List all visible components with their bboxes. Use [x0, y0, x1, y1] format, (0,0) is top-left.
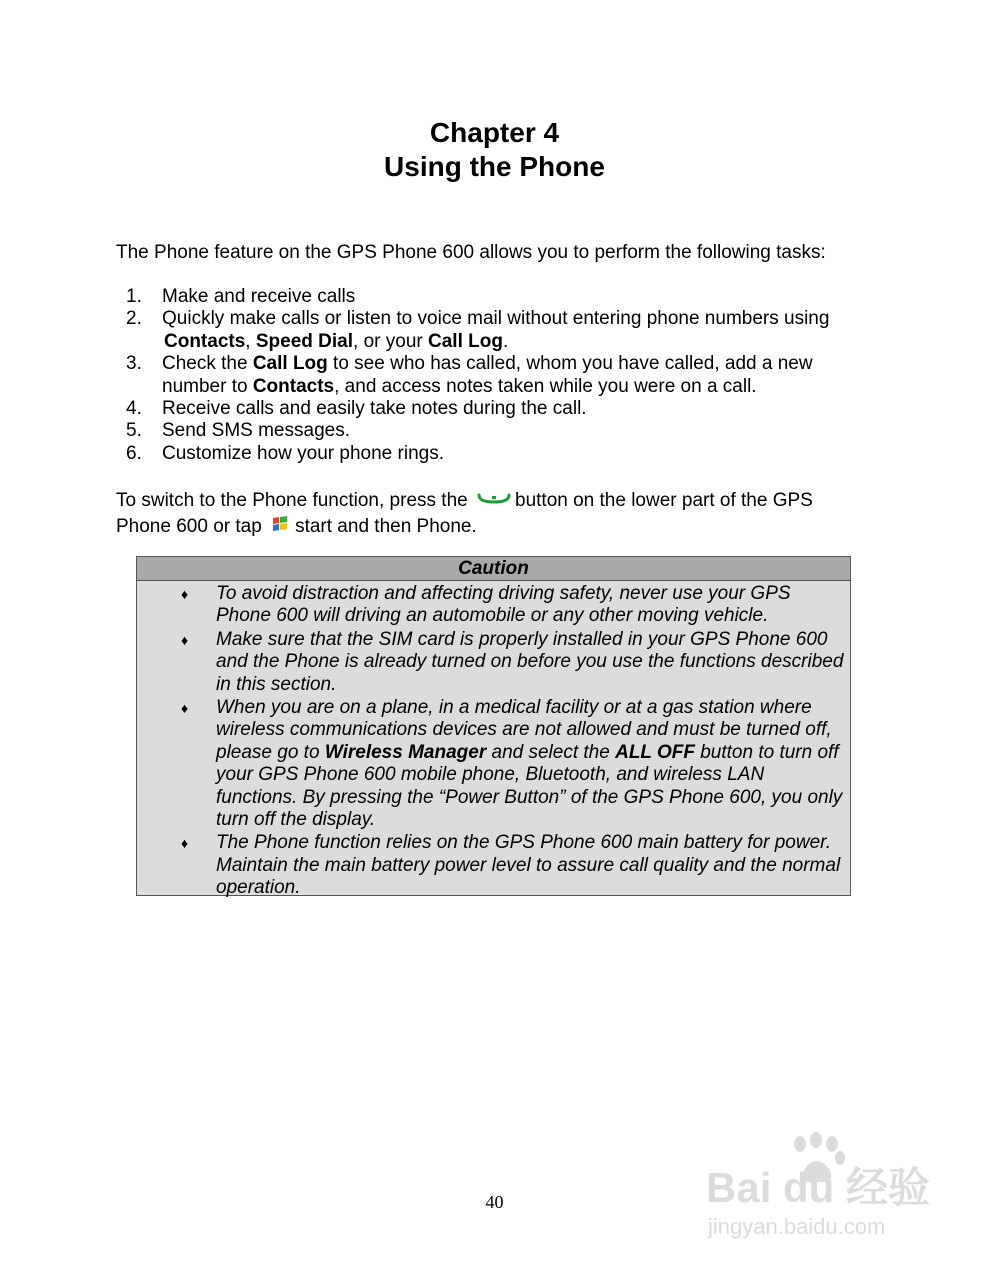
list-number: 3. [126, 353, 142, 375]
baidu-watermark [700, 1130, 940, 1250]
list-item: ♦ When you are on a plane, in a medical facility or at a gas station where wireless communications devices are not allowed and must be turned off, please go to Wireless Manager and select the ALL OFF button to turn off your GPS Phone 600 mobile phone, Bluetooth, and wireless LAN functions. By pressing the “Power Button” of the GPS Phone 600, you only turn off the display. [181, 697, 843, 831]
caution-title: Caution [137, 557, 850, 581]
diamond-bullet-icon: ♦ [181, 700, 189, 717]
list-item: ♦ The Phone function relies on the GPS Phone 600 main battery for power. Maintain the main battery power level to assure call quality and the normal operation. [181, 832, 841, 899]
chapter-title: Using the Phone [384, 151, 605, 182]
switch-paragraph: To switch to the Phone function, press the button on the lower part of the GPS Phone 600 or tap start and then Phone. [116, 487, 856, 540]
chapter-number: Chapter 4 [429, 117, 560, 148]
task-list [116, 286, 856, 465]
list-item: ♦ Make sure that the SIM card is properly installed in your GPS Phone 600 and the Phone is already turned on before you use the functions described in this section. [181, 628, 844, 695]
watermark-logo-text: Bai du 经验 [706, 1164, 931, 1211]
caution-box [136, 556, 851, 899]
list-item: 5. Send SMS messages. [126, 420, 350, 442]
diamond-bullet-icon: ♦ [181, 631, 189, 648]
caution-list [137, 581, 850, 900]
watermark-url: jingyan.baidu.com [708, 1214, 886, 1239]
list-item: 1. Make and receive calls [126, 286, 356, 307]
list-item: 4. Receive calls and easily take notes during the call. [126, 398, 587, 420]
page-number: 40 [485, 1192, 504, 1212]
list-number: 4. [126, 398, 142, 420]
list-item: ♦ To avoid distraction and affecting driving safety, never use your GPS Phone 600 will driving an automobile or any other moving vehicle. [181, 583, 791, 627]
intro-paragraph: The Phone feature on the GPS Phone 600 allows you to perform the following tasks: [116, 242, 826, 263]
diamond-bullet-icon: ♦ [181, 586, 189, 602]
phone-call-button-icon [477, 487, 511, 511]
list-number: 6. [126, 442, 142, 464]
list-item: 3. Check the Call Log to see who has called, whom you have called, add a new number to Contacts, and access notes taken while you were on a call. [126, 353, 813, 397]
chapter-heading [0, 116, 989, 184]
list-number: 5. [126, 420, 142, 442]
list-number: 1. [126, 286, 142, 307]
baidu-paw-logo-icon [700, 1130, 940, 1250]
list-number: 2. [126, 308, 142, 330]
list-item: 2. Quickly make calls or listen to voice mail without entering phone numbers using Contacts, Speed Dial, or your Call Log. [126, 308, 830, 352]
diamond-bullet-icon: ♦ [181, 835, 189, 852]
list-item: 6. Customize how your phone rings. [126, 442, 444, 464]
windows-start-icon [271, 515, 289, 540]
